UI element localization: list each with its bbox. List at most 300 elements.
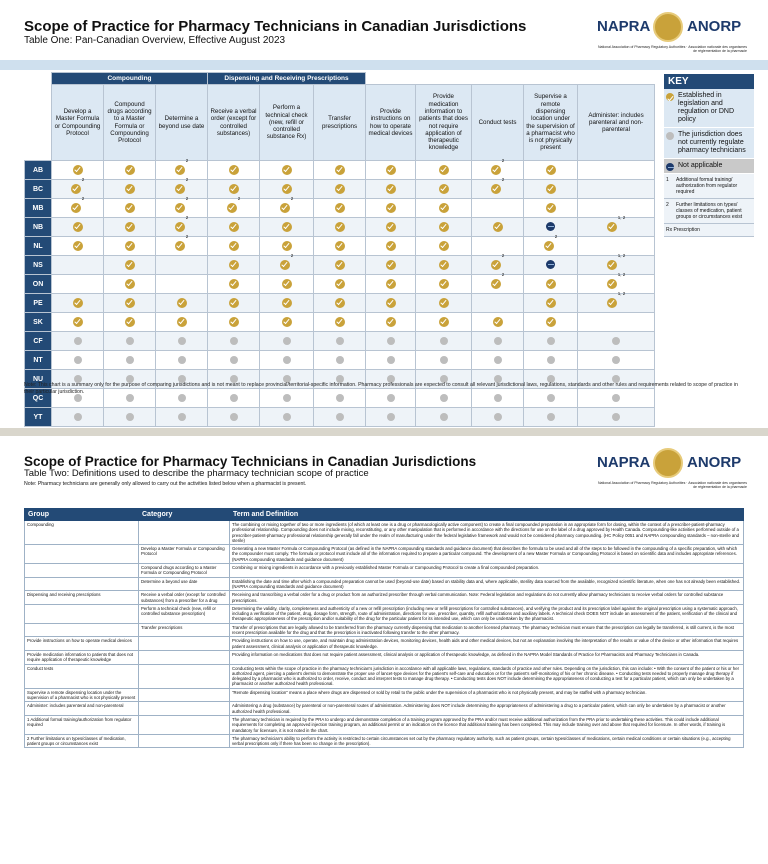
status-cell: [524, 313, 578, 332]
check-icon: [493, 317, 503, 327]
jurisdiction-code: ON: [25, 275, 52, 294]
status-cell: [208, 180, 260, 199]
group-cell: Dispensing and receiving prescriptions: [25, 591, 139, 605]
column-header: Provide medication information to patients that does not require application of therapeutic knowledge: [416, 85, 472, 161]
check-icon: [175, 184, 185, 194]
status-cell: [578, 161, 655, 180]
status-cell: [52, 237, 104, 256]
jurisdiction-row: [25, 294, 655, 313]
logo-text-anorp: ANORP: [687, 18, 742, 35]
status-cell: [472, 408, 524, 427]
check-icon: [125, 241, 135, 251]
grey-dot-icon: [283, 356, 291, 364]
group-cell: [25, 604, 139, 623]
footnote-marker: 2: [237, 196, 241, 201]
status-cell: [52, 408, 104, 427]
category-cell: [139, 702, 230, 716]
key-item-not-applicable: [664, 159, 754, 174]
group-cell: Conduct tests: [25, 664, 139, 688]
jurisdiction-row: [25, 332, 655, 351]
group-cell: [25, 545, 139, 564]
status-cell: [416, 332, 472, 351]
check-icon: [71, 184, 81, 194]
status-cell: [104, 275, 156, 294]
grey-dot-icon: [440, 413, 448, 421]
status-cell: [156, 158, 208, 180]
status-cell: [472, 199, 524, 218]
key-note-2-text: Further limitations on types/ classes of medication, patient groups or circumstances exist: [676, 202, 743, 220]
group-cell: Compounding: [25, 521, 139, 545]
status-cell: [52, 256, 104, 275]
status-cell: [366, 256, 416, 275]
key-item-established: [664, 89, 754, 128]
footnote-marker: 2: [290, 253, 294, 258]
table-two-page: [0, 436, 768, 864]
check-icon: [607, 260, 617, 270]
status-cell: [156, 275, 208, 294]
definition-row: [25, 604, 744, 623]
jurisdiction-code: NB: [25, 218, 52, 237]
footnote-marker: 2: [185, 177, 189, 182]
jurisdiction-row: [25, 256, 655, 275]
status-cell: [314, 161, 366, 180]
key-note-1-number: 1: [666, 177, 669, 183]
jurisdiction-code: BC: [25, 180, 52, 199]
status-cell: [366, 351, 416, 370]
grey-dot-icon: [387, 413, 395, 421]
check-icon: [386, 165, 396, 175]
status-cell: [314, 199, 366, 218]
grey-dot-icon: [612, 337, 620, 345]
status-cell: [156, 177, 208, 199]
status-cell: [314, 313, 366, 332]
check-icon: [335, 279, 345, 289]
check-icon: [546, 184, 556, 194]
definition-cell: "Remote dispensing location" means a place where drugs are dispensed or sold by retail to the public under the supervision of a pharmacist who is not physically present, and may be staffed with a pharmacy technician.: [230, 688, 744, 702]
status-cell: [416, 218, 472, 237]
status-cell: [366, 294, 416, 313]
key-heading: KEY: [664, 74, 754, 89]
definition-row: [25, 637, 744, 651]
status-cell: [472, 272, 524, 294]
column-header: Transfer prescriptions: [314, 85, 366, 161]
check-icon: [71, 203, 81, 213]
status-cell: [156, 313, 208, 332]
status-cell: [104, 332, 156, 351]
jurisdiction-code: NL: [25, 237, 52, 256]
check-icon: [335, 317, 345, 327]
status-cell: [472, 332, 524, 351]
check-icon: [125, 279, 135, 289]
column-header: Conduct tests: [472, 85, 524, 161]
grey-dot-icon: [230, 413, 238, 421]
grey-dot-icon: [547, 356, 555, 364]
check-icon: [491, 260, 501, 270]
check-icon: [335, 203, 345, 213]
check-icon: [125, 317, 135, 327]
key-label-not-applicable: Not applicable: [678, 162, 723, 169]
status-cell: [524, 256, 578, 275]
jurisdiction-code: MB: [25, 199, 52, 218]
footnote-marker: 2: [501, 177, 505, 182]
definitions-table: [24, 508, 744, 748]
check-icon: [335, 165, 345, 175]
status-cell: [260, 275, 314, 294]
check-icon: [386, 203, 396, 213]
footnote-marker: 1, 2: [617, 291, 626, 296]
status-cell: [52, 161, 104, 180]
group-header-dispensing: Dispensing and Receiving Prescriptions: [208, 73, 366, 85]
definition-cell: The pharmacy technician is required by the PRA to undergo and demonstrate completion of a training program approved by the PRA and/or must receive additional authorization from the PRA prior to undertaking these activities. This could include additional requirements for completing an approved injection training program, an additional permit or an indication on the licence that additional training has been completed. This may include training over and above that required for licensure. In other words, if training is mandatory for licensure, it is not noted in the chart.: [230, 715, 744, 734]
status-cell: [156, 256, 208, 275]
group-header-compounding: Compounding: [52, 73, 208, 85]
group-cell: 1 Additional formal training/authorization from regulator required: [25, 715, 139, 734]
status-cell: [416, 180, 472, 199]
definition-row: [25, 702, 744, 716]
grey-dot-icon: [440, 337, 448, 345]
key-label-established: Established in legislation and regulation or DND policy: [678, 92, 735, 123]
check-icon: [280, 203, 290, 213]
status-cell: [472, 351, 524, 370]
grey-dot-icon: [547, 413, 555, 421]
grey-dot-icon: [666, 132, 674, 140]
status-cell: [260, 237, 314, 256]
status-cell: [578, 253, 655, 275]
check-icon: [439, 298, 449, 308]
not-applicable-icon: [546, 260, 555, 269]
status-cell: [416, 161, 472, 180]
status-cell: [208, 351, 260, 370]
status-cell: [156, 351, 208, 370]
check-icon: [175, 203, 185, 213]
category-cell: Receive a verbal order (except for controlled substances) from a prescriber for a drug: [139, 591, 230, 605]
jurisdiction-row: [25, 275, 655, 294]
status-cell: [208, 294, 260, 313]
category-cell: [139, 688, 230, 702]
check-icon: [229, 317, 239, 327]
category-cell: Transfer prescriptions: [139, 623, 230, 637]
jurisdiction-row: [25, 237, 655, 256]
check-icon: [386, 260, 396, 270]
status-cell: [156, 332, 208, 351]
status-cell: [260, 294, 314, 313]
status-cell: [524, 294, 578, 313]
grey-dot-icon: [283, 337, 291, 345]
status-cell: [578, 408, 655, 427]
definition-cell: Determining the validity, clarity, completeness and authenticity of a new or refill prescription (including new or refill prescriptions for controlled substances), and verifying the product and its prescription label against the original prescription using a systematic approach, including a verification of the patient, drug, dosage form, strength, route of administration, directions for use, prescriber, quantity, refill authorizations and auxiliary labels. A technical check DOES NOT include an assessment of the patient, verification of the clinical and therapeutic appropriateness of the prescription and/or suitability of the drug for the particular patient for its intended use, which can only be undertaken by the pharmacist.: [230, 604, 744, 623]
status-cell: [366, 313, 416, 332]
status-cell: [578, 272, 655, 294]
presence-note: Note: Pharmacy technicians are generally only allowed to carry out the activities listed below when a pharmacist is present.: [24, 481, 307, 487]
status-cell: [104, 237, 156, 256]
status-cell: [104, 199, 156, 218]
status-cell: [260, 218, 314, 237]
grey-dot-icon: [336, 413, 344, 421]
check-icon: [607, 298, 617, 308]
check-icon: [439, 260, 449, 270]
status-cell: [104, 180, 156, 199]
not-applicable-icon: [666, 163, 674, 171]
check-icon: [177, 298, 187, 308]
status-cell: [578, 351, 655, 370]
status-cell: [314, 218, 366, 237]
check-icon: [439, 222, 449, 232]
check-icon: [125, 203, 135, 213]
grey-dot-icon: [230, 337, 238, 345]
group-cell: Provide medication information to patients that does not require application of therapeutic knowledge: [25, 650, 139, 664]
logo-subtitle: National Association of Pharmacy Regulatory Authorities · Association nationale des organismes de réglementation de la pharmacie: [597, 481, 747, 489]
status-cell: [208, 408, 260, 427]
footnote-marker: 2: [501, 253, 505, 258]
check-icon: [544, 241, 554, 251]
status-cell: [52, 351, 104, 370]
footnote-marker: 2: [185, 196, 189, 201]
status-cell: [52, 275, 104, 294]
footnote-marker: 2: [185, 234, 189, 239]
status-cell: [366, 408, 416, 427]
definition-cell: Conducting tests within the scope of practice in the pharmacy technician's jurisdiction in accordance with all applicable laws, regulations, standards of practice and other rules. Depending on the jurisdiction, this can include: • With the consent of the patient or his or her authorized agent, piercing a patient's dermis to demonstrate the proper use of lancet-type devices for the patient's self-care and education or for the patient's self-monitoring of his or her chronic disease. • Conducting tests needed to properly manage drug therapy if delegated by a pharmacist who is authorized to order, receive, conduct and interpret tests to manage drug therapy. • Conducting tests does NOT include determining the appropriateness of conducting a test for a particular patient, which can only be undertaken by a pharmacist or another authorized health professional.: [230, 664, 744, 688]
status-cell: [208, 196, 260, 218]
status-cell: [578, 180, 655, 199]
column-header: Develop a Master Formula or Compounding Protocol: [52, 85, 104, 161]
check-icon: [229, 241, 239, 251]
status-cell: [416, 408, 472, 427]
check-icon: [386, 222, 396, 232]
status-cell: [416, 275, 472, 294]
category-cell: [139, 637, 230, 651]
status-cell: [314, 256, 366, 275]
check-icon: [73, 298, 83, 308]
status-cell: [416, 313, 472, 332]
logo-text-napra: NAPRA: [597, 18, 651, 35]
category-cell: Determine a beyond use date: [139, 577, 230, 591]
definition-row: [25, 664, 744, 688]
header-band: [0, 60, 768, 70]
jurisdiction-code: NU: [25, 370, 52, 389]
status-cell: [52, 218, 104, 237]
check-icon: [335, 241, 345, 251]
status-cell: [366, 237, 416, 256]
grey-dot-icon: [74, 413, 82, 421]
footnote-marker: 2: [81, 196, 85, 201]
check-icon: [229, 184, 239, 194]
category-cell: [139, 664, 230, 688]
check-icon: [335, 298, 345, 308]
status-cell: [208, 218, 260, 237]
status-cell: [104, 256, 156, 275]
jurisdiction-code: NT: [25, 351, 52, 370]
group-cell: Supervise a remote dispensing location under the supervision of a pharmacist who is not physically present: [25, 688, 139, 702]
check-icon: [439, 241, 449, 251]
category-cell: Compound drugs according to a Master Formula or Compounding Protocol: [139, 564, 230, 578]
status-cell: [472, 294, 524, 313]
status-cell: [104, 294, 156, 313]
status-cell: [416, 294, 472, 313]
grey-dot-icon: [612, 356, 620, 364]
check-icon: [386, 317, 396, 327]
category-cell: [139, 650, 230, 664]
jurisdiction-row: [25, 180, 655, 199]
overview-table: [24, 72, 655, 427]
napra-logo: [597, 12, 747, 52]
definition-cell: Generating a new Master Formula or Compounding Protocol (as defined in the NAPRA compounding standards and guidance document) that describes the formula to be used and all of the steps to be followed in the compounding of a specific preparation, with which the compounder must comply. The formula or protocol must include all of the information required to prepare a particular compound. The development of a new Master Formula or Compounding Protocol is based on scientific data and includes appropriate references. (NAPRA compounding standards and guidance document): [230, 545, 744, 564]
status-cell: [524, 351, 578, 370]
status-cell: [208, 237, 260, 256]
logo-seal-icon: [653, 12, 683, 42]
column-header: Receive a verbal order (except for controlled substances): [208, 85, 260, 161]
footnote-marker: 2: [185, 158, 189, 163]
status-cell: [578, 291, 655, 313]
definition-cell: The combining or mixing together of two or more ingredients (of which at least one is a drug or pharmacologically active component) to create a final compounded preparation in an appropriate form for dosing, within the context of a prescriber-patient-pharmacy professional relationship. Compounding does not include mixing, reconstituting, or any other manipulation that is performed in accordance with the directions for use on the label of a drug approved by Health Canada. Compounding-like activities performed outside of a prescriber-patient-pharmacy professional relationship generally fall under the realm of manufacturing under the federal legislative framework and would not be considered pharmacy compounding. (HC Policy 0051 and NAPRA compounding standards – non-sterile and sterile): [230, 521, 744, 545]
footnote-marker: 1, 2: [617, 253, 626, 258]
check-icon: [125, 165, 135, 175]
status-cell: [260, 253, 314, 275]
check-icon: [439, 279, 449, 289]
grey-dot-icon: [494, 337, 502, 345]
grey-dot-icon: [336, 337, 344, 345]
column-header: Determine a beyond use date: [156, 85, 208, 161]
status-cell: [156, 234, 208, 256]
status-cell: [366, 180, 416, 199]
grey-dot-icon: [440, 356, 448, 364]
footnote-marker: 2: [81, 177, 85, 182]
check-icon: [335, 260, 345, 270]
status-cell: [314, 180, 366, 199]
key-note-1: [664, 174, 754, 199]
check-icon: [493, 222, 503, 232]
definition-row: [25, 715, 744, 734]
check-icon: [125, 184, 135, 194]
jurisdiction-code: NS: [25, 256, 52, 275]
check-icon: [177, 317, 187, 327]
check-icon: [282, 241, 292, 251]
check-icon: [546, 298, 556, 308]
status-cell: [472, 253, 524, 275]
status-cell: [52, 313, 104, 332]
status-cell: [208, 275, 260, 294]
check-icon: [439, 317, 449, 327]
status-cell: [104, 313, 156, 332]
jurisdiction-row: [25, 218, 655, 237]
status-cell: [156, 196, 208, 218]
status-cell: [366, 199, 416, 218]
status-cell: [524, 161, 578, 180]
check-icon: [386, 184, 396, 194]
logo-subtitle: National Association of Pharmacy Regulatory Authorities · Association nationale des organismes de réglementation de la pharmacie: [597, 45, 747, 53]
status-cell: [156, 294, 208, 313]
check-icon: [125, 222, 135, 232]
check-icon: [282, 279, 292, 289]
status-cell: [578, 313, 655, 332]
status-cell: [260, 196, 314, 218]
check-icon: [546, 317, 556, 327]
check-icon: [386, 279, 396, 289]
check-icon: [666, 93, 674, 101]
status-cell: [104, 218, 156, 237]
check-icon: [607, 279, 617, 289]
check-icon: [491, 279, 501, 289]
jurisdiction-code: PE: [25, 294, 52, 313]
key-note-2: [664, 199, 754, 224]
status-cell: [208, 256, 260, 275]
check-icon: [491, 165, 501, 175]
grey-dot-icon: [494, 413, 502, 421]
grey-dot-icon: [336, 356, 344, 364]
check-icon: [335, 222, 345, 232]
status-cell: [578, 199, 655, 218]
definition-cell: Combining or mixing ingredients in accordance with a previously established Master Formula or Compounding Protocol to create a final compounded preparation.: [230, 564, 744, 578]
status-cell: [314, 351, 366, 370]
jurisdiction-code: QC: [25, 389, 52, 408]
grey-dot-icon: [126, 356, 134, 364]
check-icon: [386, 298, 396, 308]
page-subtitle: Table One: Pan-Canadian Overview, Effective August 2023: [24, 35, 286, 46]
status-cell: [52, 196, 104, 218]
not-applicable-icon: [546, 222, 555, 231]
check-icon: [175, 241, 185, 251]
check-icon: [439, 203, 449, 213]
category-cell: [139, 715, 230, 734]
grey-dot-icon: [612, 413, 620, 421]
check-icon: [282, 165, 292, 175]
group-cell: Administer: includes parenteral and non-parenteral: [25, 702, 139, 716]
status-cell: [208, 313, 260, 332]
definition-row: [25, 734, 744, 748]
grey-dot-icon: [178, 356, 186, 364]
status-cell: [52, 332, 104, 351]
disclaimer-note: Note: This chart is a summary only for the purpose of comparing jurisdictions and is not meant to replace provincial/territorial-specific information. Pharmacy professionals are expected to consult all relevant jurisdictional laws, regulations, standards and other rules and requirements related to scope of practice in their particular jurisdiction.: [24, 382, 738, 395]
page-title: Scope of Practice for Pharmacy Technicians in Canadian Jurisdictions: [24, 18, 527, 35]
check-icon: [125, 298, 135, 308]
overview-table-wrap: [24, 72, 654, 427]
check-icon: [229, 222, 239, 232]
key-note-rx: Rx Prescription: [664, 224, 754, 237]
check-icon: [73, 241, 83, 251]
status-cell: [524, 218, 578, 237]
check-icon: [229, 165, 239, 175]
status-cell: [314, 408, 366, 427]
footnote-marker: 2: [501, 272, 505, 277]
status-cell: [314, 237, 366, 256]
grey-dot-icon: [494, 356, 502, 364]
check-icon: [282, 298, 292, 308]
status-cell: [104, 161, 156, 180]
jurisdiction-code: AB: [25, 161, 52, 180]
status-cell: [314, 332, 366, 351]
status-cell: [156, 408, 208, 427]
definition-row: [25, 577, 744, 591]
key-label-not-regulate: The jurisdiction does not currently regulate pharmacy technicians: [678, 131, 746, 154]
grey-dot-icon: [126, 337, 134, 345]
jurisdiction-row: [25, 199, 655, 218]
status-cell: [104, 408, 156, 427]
definition-cell: The pharmacy technician's ability to perform the activity is restricted to certain circumstances set out by the pharmacy regulatory authority, such as patient groups, certain types/classes of medications, certain medical conditions or certain situations (e.g., accepting verbal prescriptions only if there has been no change in the prescription).: [230, 734, 744, 748]
check-icon: [546, 279, 556, 289]
status-cell: [52, 177, 104, 199]
status-cell: [416, 351, 472, 370]
status-cell: [260, 180, 314, 199]
definition-row: [25, 545, 744, 564]
check-icon: [73, 222, 83, 232]
check-icon: [282, 184, 292, 194]
grey-dot-icon: [547, 337, 555, 345]
check-icon: [335, 184, 345, 194]
check-icon: [282, 222, 292, 232]
footnote-marker: 2: [554, 234, 558, 239]
status-cell: [366, 275, 416, 294]
group-cell: Provide instructions on how to operate medical devices: [25, 637, 139, 651]
grey-dot-icon: [126, 413, 134, 421]
